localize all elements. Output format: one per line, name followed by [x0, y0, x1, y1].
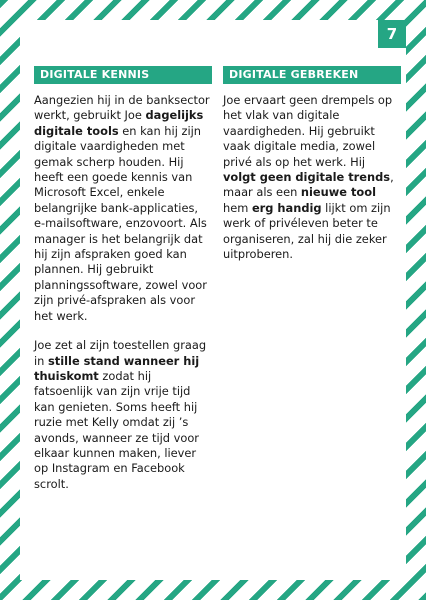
digital-shortcomings-heading: DIGITALE GEBREKEN	[223, 66, 401, 84]
digital-shortcomings-paragraph	[223, 93, 401, 262]
page-number: 7	[378, 20, 406, 48]
bold-phrase: dagelijks digitale tools	[34, 108, 204, 138]
text-run: hem	[223, 200, 252, 215]
text-run: Joe zet al zijn toestellen graag in	[34, 338, 207, 368]
digital-knowledge-paragraph-2	[34, 338, 212, 492]
bold-phrase: nieuwe tool	[300, 185, 376, 200]
text-run: Joe ervaart geen drempels op het vlak van digitale vaardigheden. Hij gebruikt vaak digitale media, zowel privé als op het werk. Hij	[223, 93, 393, 169]
text-run: Aangezien hij in de banksector werkt, gebruikt Joe	[34, 93, 210, 123]
text-run: lijkt om zijn werk of privéleven beter te organiseren, zal hij die zeker uitproberen.	[223, 200, 391, 262]
digital-knowledge-section	[34, 66, 212, 492]
text-run: , maar als een	[223, 170, 394, 200]
page-panel	[20, 20, 406, 580]
digital-knowledge-paragraph-1	[34, 93, 212, 324]
text-run: zodat hij fatsoenlijk van zijn vrije tijd kan genieten. Soms heeft hij ruzie met Kelly omdat zij ’s avonds, wanneer ze tijd voor elkaar kunnen maken, liever op Instagram en Facebook scrolt.	[34, 368, 199, 491]
bold-phrase: erg handig	[251, 200, 322, 215]
bold-phrase: stille stand wanneer hij thuiskomt	[34, 353, 200, 383]
digital-shortcomings-section	[223, 66, 401, 262]
text-run: en kan hij zijn digitale vaardigheden met gemak scherp houden. Hij heeft een goede kennis van Microsoft Excel, enkele belangrijke bank-applicaties, e-mailsoftware, enzovoort. Als manager is het belangrijk dat hij zijn afspraken goed kan plannen. Hij gebruikt planningssoftware, zowel voor zijn privé-afspraken als voor het werk.	[34, 123, 207, 323]
bold-phrase: volgt geen digitale trends	[223, 170, 391, 185]
digital-knowledge-heading: DIGITALE KENNIS	[34, 66, 212, 84]
